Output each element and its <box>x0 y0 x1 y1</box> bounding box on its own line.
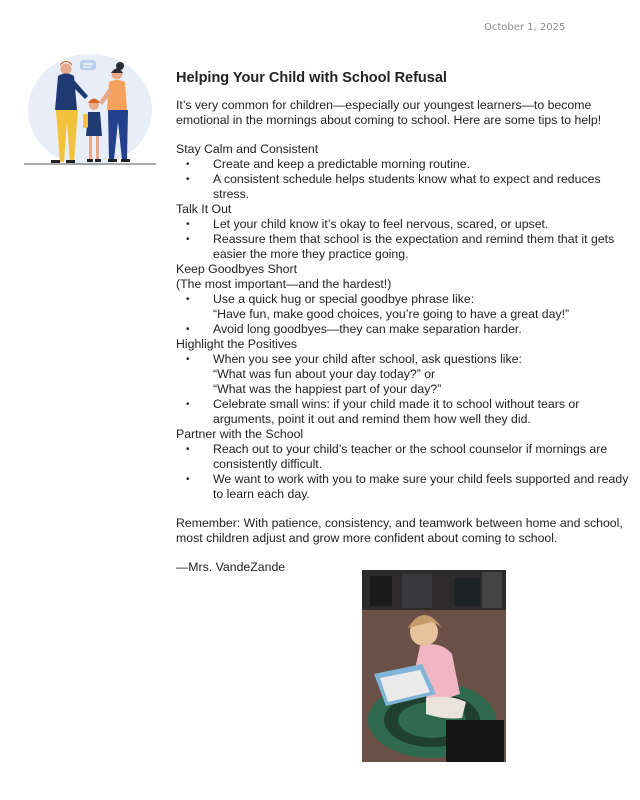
bullet-text: Celebrate small wins: if your child made it to school without tears or arguments, point it out and remind them how well they did. <box>213 397 580 426</box>
letter-body <box>176 69 632 575</box>
bullet-text: Avoid long goodbyes—they can make separation harder. <box>213 322 522 336</box>
bullet-text: “Have fun, make good choices, you’re going to have a great day!” <box>213 307 570 321</box>
bullet-item <box>176 472 632 502</box>
bullet-text: “What was the happiest part of your day?” <box>213 382 442 396</box>
section-title: Talk It Out <box>176 202 232 216</box>
bullet-dot-icon: • <box>186 474 190 485</box>
bullet-dot-icon: • <box>186 219 190 230</box>
bullet-list <box>176 217 632 262</box>
bullet-item <box>176 172 632 202</box>
bullet-dot-icon: • <box>186 324 190 335</box>
bullet-item <box>176 157 632 172</box>
bullet-text: Reach out to your child’s teacher or the school counselor if mornings are consistently difficult. <box>213 442 608 471</box>
section-title: Stay Calm and Consistent <box>176 142 319 156</box>
student-reading-photo <box>362 570 506 762</box>
bullet-text: When you see your child after school, ask questions like: <box>213 352 522 366</box>
bullet-text: A consistent schedule helps students know what to expect and reduces stress. <box>213 172 601 201</box>
bullet-dot-icon: • <box>186 174 190 185</box>
tips-sections <box>176 142 632 502</box>
bullet-text: We want to work with you to make sure your child feels supported and ready to learn each day. <box>213 472 629 501</box>
bullet-list <box>176 157 632 202</box>
signature: —Mrs. VandeZande <box>176 560 286 574</box>
bullet-dot-icon: • <box>186 234 190 245</box>
bullet-text: Let your child know it’s okay to feel nervous, scared, or upset. <box>213 217 549 231</box>
bullet-item <box>176 352 632 397</box>
bullet-item <box>176 292 632 322</box>
bullet-list <box>176 352 632 427</box>
section-title: Highlight the Positives <box>176 337 297 351</box>
bullet-dot-icon: • <box>186 399 190 410</box>
bullet-dot-icon: • <box>186 159 190 170</box>
bullet-text: Reassure them that school is the expectation and remind them that it gets easier the more they practice going. <box>213 232 615 261</box>
bullet-text: Create and keep a predictable morning routine. <box>213 157 471 171</box>
section-note: (The most important—and the hardest!) <box>176 277 392 291</box>
bullet-text: Use a quick hug or special goodbye phrase like: <box>213 292 475 306</box>
intro-paragraph: It’s very common for children—especially our youngest learners—to become emotional in the mornings about coming to school. Here are some tips to help! <box>176 98 602 127</box>
bullet-text: “What was fun about your day today?” or <box>213 367 436 381</box>
family-illustration <box>22 52 162 170</box>
date-label: October 1, 2025 <box>484 22 566 33</box>
bullet-item <box>176 397 632 427</box>
bullet-item <box>176 442 632 472</box>
bullet-dot-icon: • <box>186 444 190 455</box>
section-title: Keep Goodbyes Short <box>176 262 297 276</box>
remember-paragraph: Remember: With patience, consistency, and teamwork between home and school, most children adjust and grow more confident about coming to school. <box>176 516 623 545</box>
letter-title: Helping Your Child with School Refusal <box>176 70 447 86</box>
bullet-dot-icon: • <box>186 294 190 305</box>
bullet-dot-icon: • <box>186 354 190 365</box>
bullet-list <box>176 442 632 502</box>
bullet-item <box>176 232 632 262</box>
bullet-list <box>176 292 632 337</box>
section-title: Partner with the School <box>176 427 304 441</box>
bullet-item <box>176 217 632 232</box>
bullet-item <box>176 322 632 337</box>
